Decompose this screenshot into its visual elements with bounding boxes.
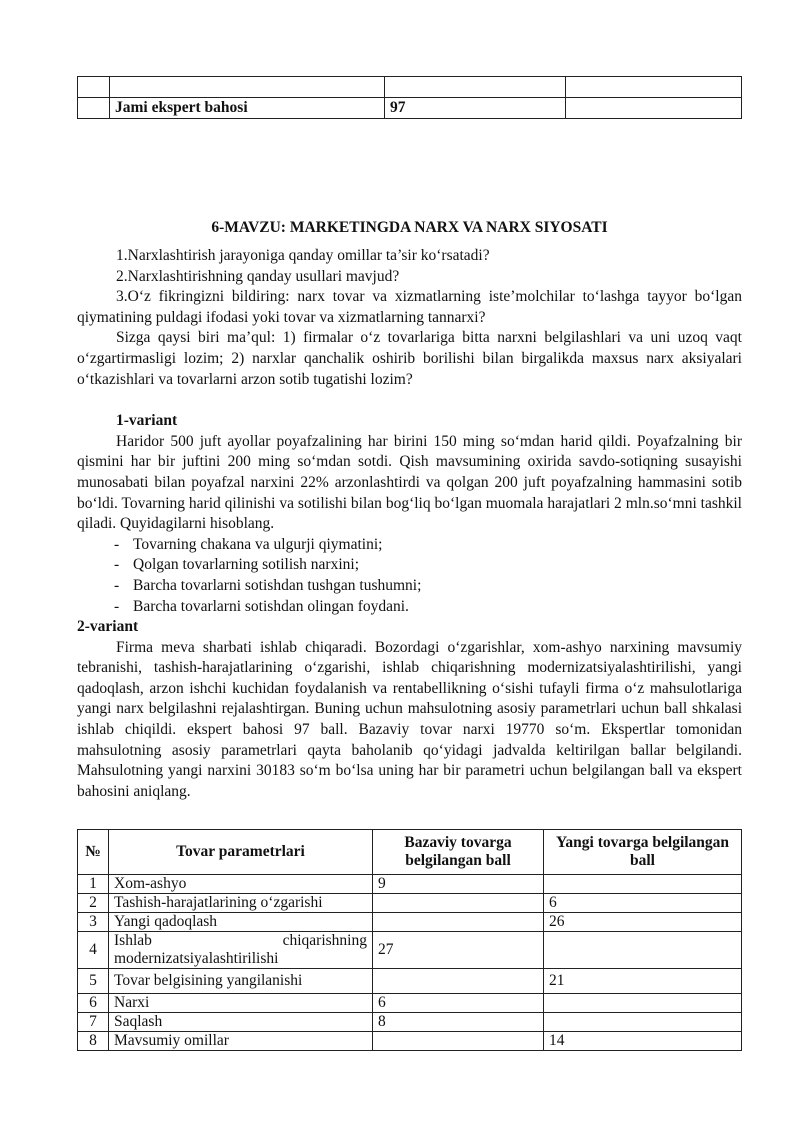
parameter-name: Yangi qadoqlash xyxy=(109,913,373,932)
base-score: 27 xyxy=(373,932,544,969)
parameter-name: Saqlash xyxy=(109,1013,373,1032)
parameter-name: Xom-ashyo xyxy=(109,875,373,894)
variant-1-title: 1-variant xyxy=(116,412,178,430)
spacer xyxy=(77,390,742,411)
base-score: 9 xyxy=(373,875,544,894)
row-number: 8 xyxy=(78,1032,109,1051)
list-item-text: Tovarning chakana va ulgurji qiymatini; xyxy=(133,535,383,553)
question-4: Sizga qaysi biri ma’qul: 1) firmalar o‘z tovarlariga bitta narxni belgilashlari va uni uzoq vaqt o‘zgartirmasligi lozim; 2) narxlar qanchalik oshirib borilishi bilan birgalikda maxsus narx aksiyalari o‘tkazishlari va tovarlarni arzon sotib tugatishi lozim? xyxy=(77,329,742,388)
parameters-table xyxy=(77,829,742,1051)
question-1: 1.Narxlashtirish jarayoniga qanday omillar ta’sir ko‘rsatadi? xyxy=(116,247,490,264)
new-score: 26 xyxy=(544,913,742,932)
table-cell xyxy=(566,77,742,98)
column-header: № xyxy=(78,830,109,875)
row-number: 7 xyxy=(78,1013,109,1032)
table-row xyxy=(78,875,742,894)
row-number: 3 xyxy=(78,913,109,932)
variant-2-text: Firma meva sharbati ishlab chiqaradi. Bozordagi o‘zgarishlar, xom-ashyo narxining mavsumiy tebranishi, tashish-harajatlarining o‘zgarishi, ishlab chiqarishning modernizatsiyalashtirilishi, yangi qadoqlash, arzon ishchi kuchidan foydalanish va rentabellikning o‘sishi tufayli firma o‘z mahsulotlariga yangi narx belgilashni rejalashtirgan. Buning uchun mahsulotning asosiy parametrlari uchun ball shkalasi ishlab chiqildi. ekspert bahosi 97 ball. Bazaviy tovar narxi 19770 so‘m. Ekspertlar tomonidan mahsulotning asosiy parametrlari qayta baholanib qo‘yidagi jadvalda keltirilgan ballar belgilandi. Mahsulotning yangi narxini 30183 so‘m bo‘lsa uning har bir parametri uchun belgilangan ball va ekspert bahosini aniqlang. xyxy=(77,638,742,800)
row-number: 4 xyxy=(78,932,109,969)
table-cell xyxy=(78,77,110,98)
table-cell xyxy=(110,77,385,98)
section-heading: 6-MAVZU: MARKETINGDA NARX VA NARX SIYOSATI xyxy=(211,219,608,236)
parameter-name: Tovar belgisining yangilanishi xyxy=(109,969,373,994)
list-item-text: Qolgan tovarlarning sotilish narxini; xyxy=(133,556,360,574)
new-score: 21 xyxy=(544,969,742,994)
base-score xyxy=(373,969,544,994)
base-score xyxy=(373,913,544,932)
base-score xyxy=(373,1032,544,1051)
row-number: 5 xyxy=(78,969,109,994)
new-score: 6 xyxy=(544,894,742,913)
parameter-name: Tashish-harajatlarining o‘zgarishi xyxy=(109,894,373,913)
base-score xyxy=(373,894,544,913)
list-item: - Barcha tovarlarni sotishdan olingan foydani. xyxy=(114,597,409,615)
new-score xyxy=(544,994,742,1013)
table-row xyxy=(78,77,742,98)
new-score xyxy=(544,1013,742,1032)
list-item-text: Barcha tovarlarni sotishdan olingan foydani. xyxy=(133,597,409,615)
column-header: Bazaviy tovarga belgilangan ball xyxy=(373,830,544,875)
table-row xyxy=(78,932,742,969)
list-item: - Barcha tovarlarni sotishdan tushgan tushumni; xyxy=(114,576,422,594)
new-score xyxy=(544,875,742,894)
new-score xyxy=(544,932,742,969)
table-cell xyxy=(78,98,110,119)
list-item: - Tovarning chakana va ulgurji qiymatini; xyxy=(114,535,383,553)
variant-1-text: Haridor 500 juft ayollar poyafzalining har birini 150 ming so‘mdan harid qildi. Poyafzalning bir qismini har bir juftini 200 ming so‘mdan sotdi. Qish mavsumining oxirida savdo-sotiqning susayishi munosabati bilan poyafzal narxini 22% arzonlashtirdi va qolgan 200 juft poyafzalning hammasini sotib bo‘ldi. Tovarning harid qilinishi va sotilishi bilan bog‘liq bo‘lgan muomala harajatlari 2 mln.so‘mni tashkil qiladi. Quyidagilarni hisoblang. xyxy=(77,432,742,533)
table-row xyxy=(78,913,742,932)
table-row xyxy=(78,894,742,913)
table-row xyxy=(78,1032,742,1051)
question-3: 3.O‘z fikringizni bildiring: narx tovar va xizmatlarning iste’molchilar to‘lashga tayyor bo‘lgan qiymatining puldagi ifodasi yoki tovar va xizmatlarning tannarxi? xyxy=(77,288,742,326)
row-number: 2 xyxy=(78,894,109,913)
list-item: - Qolgan tovarlarning sotilish narxini; xyxy=(114,556,360,574)
table-cell xyxy=(566,98,742,119)
total-label: Jami ekspert bahosi xyxy=(110,98,385,119)
table-row xyxy=(78,994,742,1013)
table-row xyxy=(78,969,742,994)
base-score: 8 xyxy=(373,1013,544,1032)
table-header-row xyxy=(78,830,742,875)
document-body xyxy=(77,246,742,802)
parameter-name: Narxi xyxy=(109,994,373,1013)
total-value: 97 xyxy=(385,98,566,119)
parameter-name: Mavsumiy omillar xyxy=(109,1032,373,1051)
expert-total-table xyxy=(77,76,742,119)
row-number: 6 xyxy=(78,994,109,1013)
column-header: Tovar parametrlari xyxy=(109,830,373,875)
variant-2-title: 2-variant xyxy=(77,618,139,636)
new-score: 14 xyxy=(544,1032,742,1051)
table-cell xyxy=(385,77,566,98)
base-score: 6 xyxy=(373,994,544,1013)
variant-1-list xyxy=(77,535,742,617)
parameter-name: Ishlab chiqarishning modernizatsiyalashtirilishi xyxy=(109,932,373,969)
list-item-text: Barcha tovarlarni sotishdan tushgan tushumni; xyxy=(133,576,422,594)
table-row xyxy=(78,98,742,119)
row-number: 1 xyxy=(78,875,109,894)
table-row xyxy=(78,1013,742,1032)
question-2: 2.Narxlashtirishning qanday usullari mavjud? xyxy=(116,267,400,285)
column-header: Yangi tovarga belgilangan ball xyxy=(544,830,742,875)
